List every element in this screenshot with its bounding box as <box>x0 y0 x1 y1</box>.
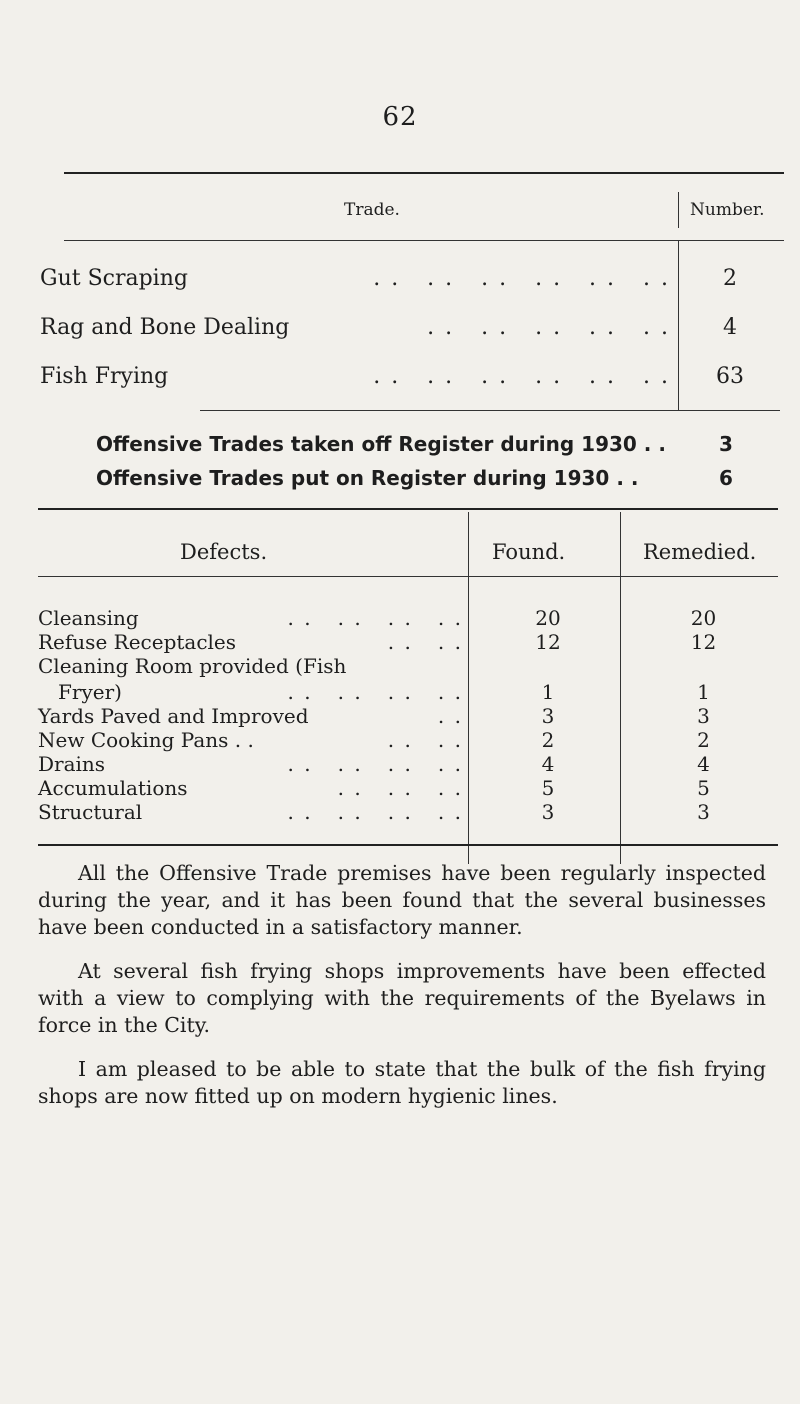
number-header: Number. <box>690 200 765 220</box>
trade-number: 4 <box>723 315 737 340</box>
trade-number: 2 <box>723 266 737 291</box>
summary-number: 3 <box>719 432 733 456</box>
summary-text: Offensive Trades taken off Register during 1930 . . <box>96 432 666 456</box>
remedied-value: 20 <box>690 606 717 630</box>
leader-dots: . . . . . . <box>337 776 463 800</box>
found-value: 2 <box>541 728 555 752</box>
paragraph: At several fish frying shops improvements have been effected with a view to complying with the requirements of the Byelaws in force in the City. <box>38 959 766 1037</box>
defect-name: Cleaning Room provided (Fish <box>38 654 347 678</box>
leader-dots: . . . . . . . . <box>287 800 463 824</box>
leader-dots: . . . . . . . . <box>287 680 463 704</box>
found-value: 12 <box>535 630 561 654</box>
found-value: 4 <box>541 752 555 776</box>
table-row <box>38 680 798 704</box>
leader-dots: . . . . . . . . . . <box>427 315 670 340</box>
defect-name: Fryer) <box>58 680 122 704</box>
remedied-value: 2 <box>697 728 710 752</box>
remedied-header: Remedied. <box>643 540 757 564</box>
table-row <box>38 776 798 800</box>
trade-name: Fish Frying <box>40 364 169 389</box>
table-row <box>38 704 798 728</box>
summary-number: 6 <box>719 466 733 490</box>
summary-line <box>96 432 746 466</box>
defects-table-bottom-rule <box>38 844 778 846</box>
remedied-value: 3 <box>697 800 710 824</box>
defects-header-rule <box>38 576 778 577</box>
trade-table-bottom-rule <box>200 410 780 411</box>
leader-dots: . . . . . . . . . . . . <box>373 364 670 389</box>
defect-name: New Cooking Pans . . <box>38 728 254 752</box>
defects-header: Defects. <box>180 540 268 564</box>
found-value: 3 <box>541 704 555 728</box>
remedied-value: 4 <box>697 752 710 776</box>
defect-name: Yards Paved and Improved <box>38 704 309 728</box>
trade-header-rule <box>64 240 784 241</box>
defect-name: Drains <box>38 752 106 776</box>
page-number: 62 <box>382 102 418 132</box>
found-value: 1 <box>541 680 555 704</box>
defect-name: Accumulations <box>38 776 188 800</box>
found-value: 5 <box>541 776 555 800</box>
leader-dots: . . . . . . . . . . . . <box>373 266 670 291</box>
paragraph: All the Offensive Trade premises have been regularly inspected during the year, and it has been found that the several businesses have been conducted in a satisfactory manner. <box>38 861 766 939</box>
table-row <box>38 630 798 654</box>
table-row <box>38 654 798 678</box>
defects-table-top-rule <box>38 508 778 510</box>
table-row <box>40 266 785 300</box>
table-row <box>38 752 798 776</box>
defect-name: Refuse Receptacles <box>38 630 237 654</box>
table-row <box>38 606 798 630</box>
table-row <box>40 364 785 398</box>
summary-text: Offensive Trades put on Register during 1930 . . <box>96 466 639 490</box>
defect-name: Structural <box>38 800 143 824</box>
trade-header-divider <box>678 192 679 228</box>
table-row <box>38 728 798 752</box>
trade-number: 63 <box>716 364 744 389</box>
trade-header: Trade. <box>344 200 400 220</box>
remedied-value: 3 <box>697 704 710 728</box>
leader-dots: . . . . <box>387 630 463 654</box>
leader-dots: . . <box>437 704 463 728</box>
defect-name: Cleansing <box>38 606 139 630</box>
remedied-value: 1 <box>697 680 710 704</box>
found-value: 20 <box>535 606 561 630</box>
remedied-value: 5 <box>697 776 710 800</box>
paragraph: I am pleased to be able to state that the bulk of the fish frying shops are now fitted up on modern hygienic lines. <box>38 1057 766 1108</box>
remedied-value: 12 <box>690 630 717 654</box>
summary-line <box>96 466 746 500</box>
trade-table-top-rule <box>64 172 784 174</box>
found-value: 3 <box>541 800 555 824</box>
table-row <box>38 800 798 824</box>
trade-name: Gut Scraping <box>40 266 188 291</box>
found-header: Found. <box>492 540 566 564</box>
leader-dots: . . . . . . . . <box>287 752 463 776</box>
leader-dots: . . . . <box>387 728 463 752</box>
table-row <box>40 315 785 349</box>
trade-name: Rag and Bone Dealing <box>40 315 290 340</box>
leader-dots: . . . . . . . . <box>287 606 463 630</box>
